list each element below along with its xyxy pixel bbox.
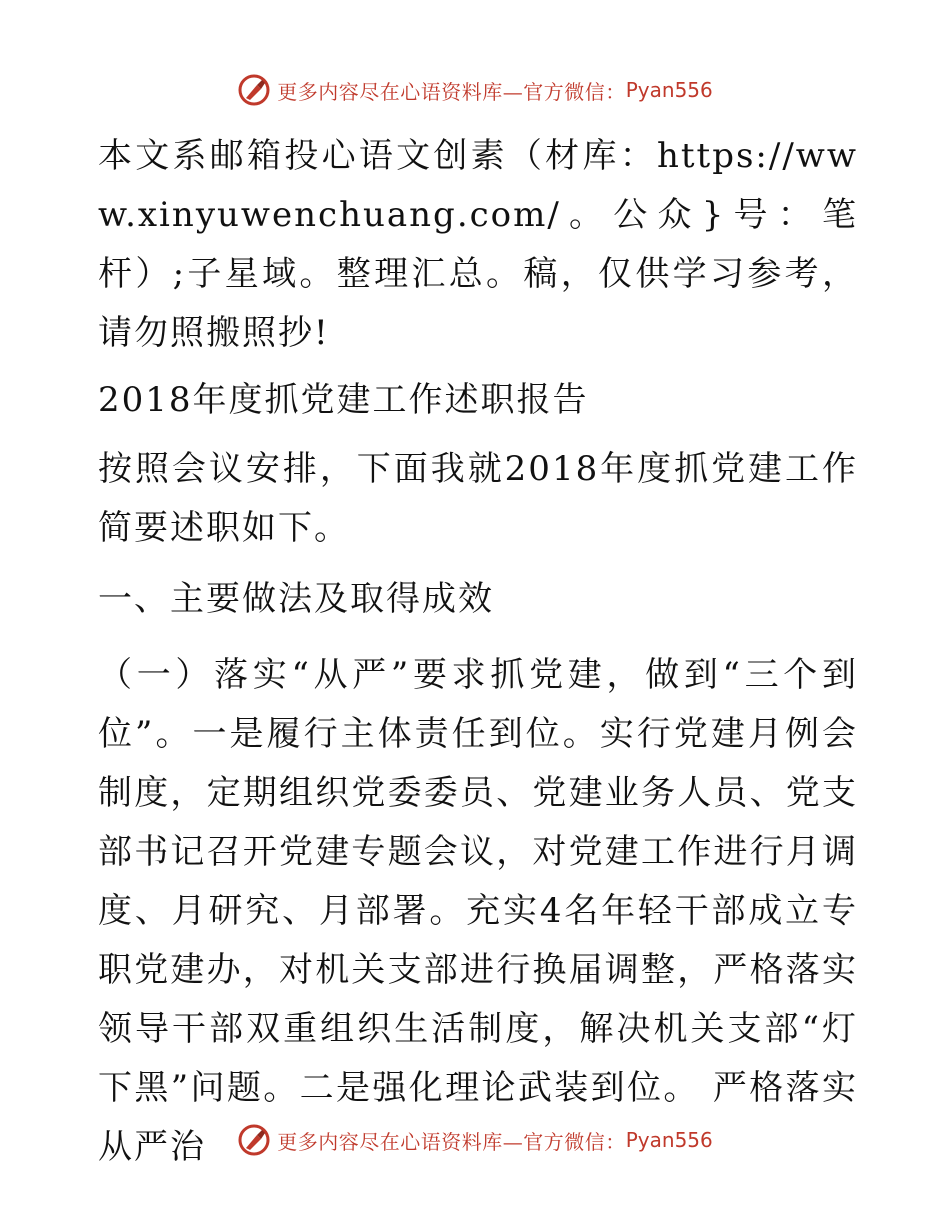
banner-wechat-id: Pyan556 [625, 1128, 713, 1152]
pen-nib-logo-icon [237, 1123, 271, 1157]
footer-banner [0, 1120, 950, 1160]
document-title: 2018年度抓党建工作述职报告 [98, 380, 589, 420]
header-banner [0, 70, 950, 110]
banner-slogan: 更多内容尽在心语资料库—官方微信： [277, 1129, 626, 1154]
banner-slogan: 更多内容尽在心语资料库—官方微信： [277, 79, 626, 104]
banner-wechat-id: Pyan556 [625, 78, 713, 102]
section-heading: 一、主要做法及取得成效 [98, 579, 494, 619]
pen-nib-logo-icon [237, 73, 271, 107]
intro-paragraph: 按照会议安排，下面我就2018年度抓党建工作简要述职如下。 [98, 449, 858, 548]
body-paragraph: （一）落实“从严”要求抓党建，做到“三个到位”。一是履行主体责任到位。实行党建月例会制度，定期组织党委委员、党建业务人员、党支部书记召开党建专题会议，对党建工作进行月调度、月研究、月部署。充实4名年轻干部成立专职党建办，对机关支部进行换届调整，严格落实领导干部双重组织生活制度，解决机关支部“灯下黑”问题。二是强化理论武装到位。 严格落实从严治 [98, 655, 858, 1167]
copyright-notice: 本文系邮箱投心语文创素（材库：https://www.xinyuwenchuang.com/。公众}号：笔杆）;子星域。整理汇总。稿，仅供学习参考，请勿照搬照抄! [98, 136, 858, 353]
